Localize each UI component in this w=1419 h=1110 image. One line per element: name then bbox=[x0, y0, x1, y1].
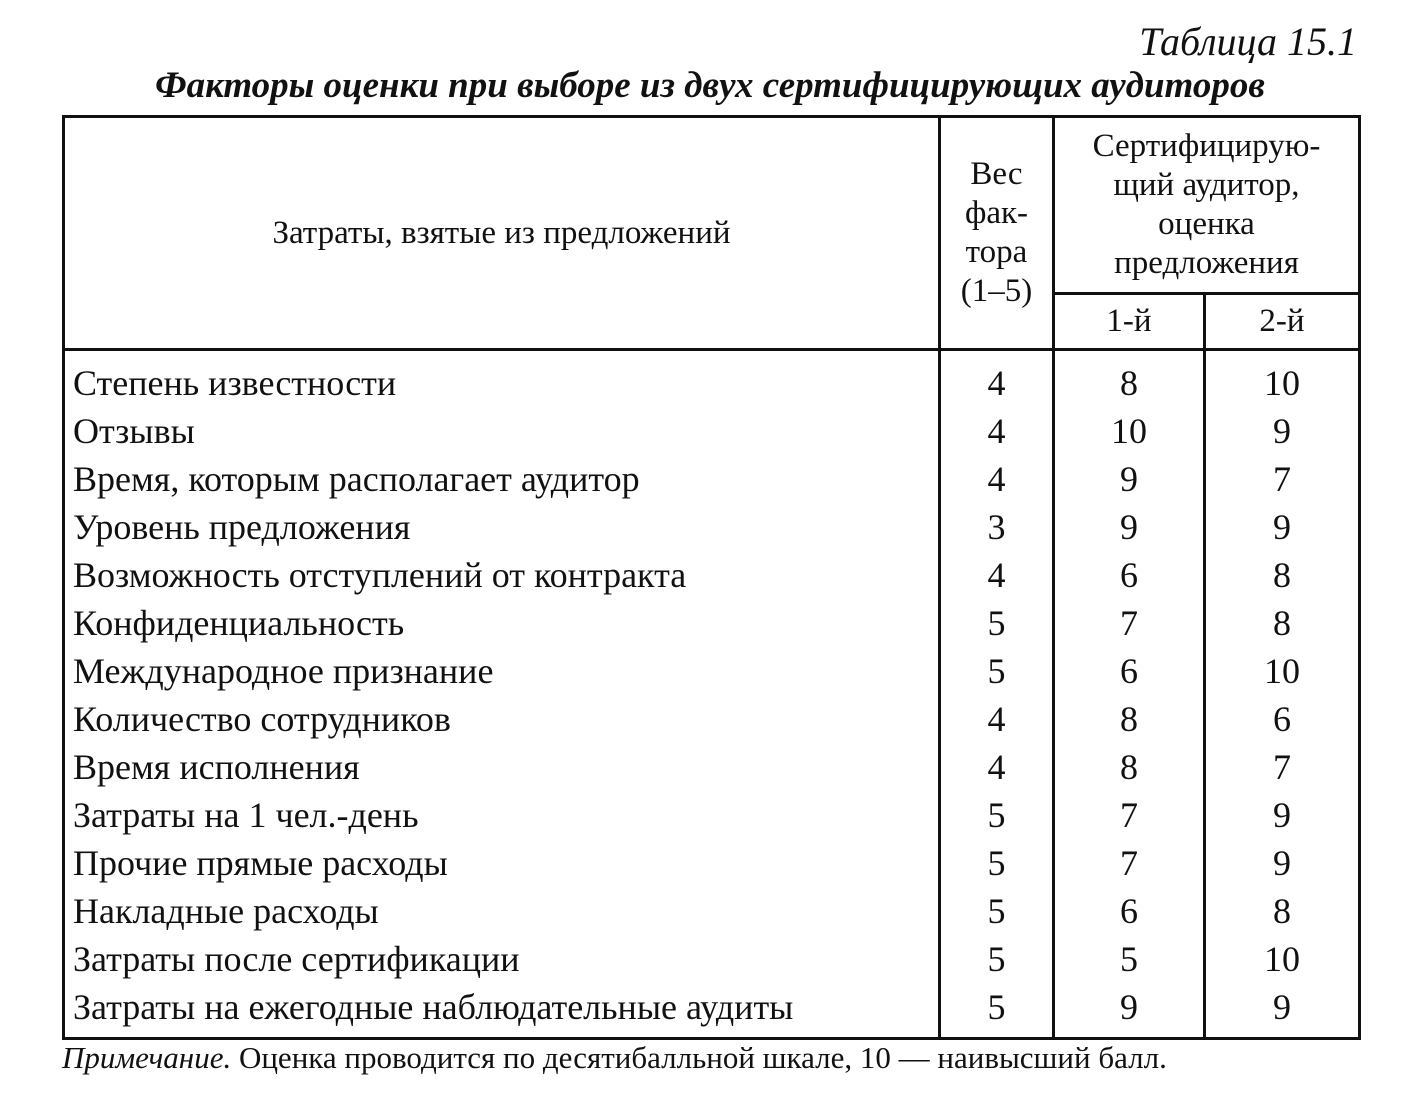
auditor-1-score-cell: 6 bbox=[1054, 887, 1205, 935]
header-auditor-line: оценка bbox=[1158, 206, 1255, 243]
auditor-1-score-cell: 8 bbox=[1054, 743, 1205, 791]
weight-cell: 5 bbox=[940, 983, 1054, 1039]
table-title: Факторы оценки при выборе из двух сертифицирующих аудиторов bbox=[155, 65, 1265, 106]
weight-cell: 4 bbox=[940, 455, 1054, 503]
table-row bbox=[64, 599, 1360, 647]
header-weight-line: (1–5) bbox=[960, 273, 1033, 309]
auditor-1-score-cell: 9 bbox=[1054, 983, 1205, 1039]
auditor-1-score-cell: 9 bbox=[1054, 503, 1205, 551]
table-row bbox=[64, 695, 1360, 743]
header-auditor-line: Сертифицирую- bbox=[1092, 128, 1321, 165]
auditor-1-score-cell: 5 bbox=[1054, 935, 1205, 983]
header-weight-line: Вес bbox=[970, 156, 1023, 192]
table-row bbox=[64, 839, 1360, 887]
factor-cell: Международное признание bbox=[64, 647, 940, 695]
weight-cell: 5 bbox=[940, 887, 1054, 935]
weight-cell: 5 bbox=[940, 935, 1054, 983]
auditor-1-score-cell: 6 bbox=[1054, 551, 1205, 599]
factor-cell: Прочие прямые расходы bbox=[64, 839, 940, 887]
header-factor: Затраты, взятые из предложений bbox=[64, 117, 940, 350]
table-row bbox=[64, 455, 1360, 503]
header-auditor-2: 2-й bbox=[1205, 294, 1360, 350]
weight-cell: 4 bbox=[940, 350, 1054, 408]
weight-cell: 4 bbox=[940, 551, 1054, 599]
table-row bbox=[64, 503, 1360, 551]
table-number: Таблица 15.1 bbox=[1139, 19, 1357, 64]
header-weight-line: тора bbox=[965, 234, 1028, 270]
header-auditor-1: 1-й bbox=[1054, 294, 1205, 350]
header-auditor-line: предложения bbox=[1114, 245, 1299, 282]
auditor-2-score-cell: 6 bbox=[1205, 695, 1360, 743]
auditor-2-score-cell: 8 bbox=[1205, 551, 1360, 599]
factor-cell: Затраты на 1 чел.-день bbox=[64, 791, 940, 839]
table-row bbox=[64, 551, 1360, 599]
header-weight bbox=[940, 117, 1054, 350]
table-row bbox=[64, 935, 1360, 983]
header-weight-line: фак- bbox=[964, 195, 1029, 231]
factor-cell: Время исполнения bbox=[64, 743, 940, 791]
weight-cell: 5 bbox=[940, 599, 1054, 647]
factor-cell: Накладные расходы bbox=[64, 887, 940, 935]
table-header bbox=[64, 117, 1360, 350]
weight-cell: 4 bbox=[940, 407, 1054, 455]
auditor-1-score-cell: 8 bbox=[1054, 350, 1205, 408]
table-row bbox=[64, 407, 1360, 455]
factor-cell: Затраты на ежегодные наблюдательные аудиты bbox=[64, 983, 940, 1039]
table-row bbox=[64, 743, 1360, 791]
auditor-2-score-cell: 10 bbox=[1205, 935, 1360, 983]
auditor-2-score-cell: 7 bbox=[1205, 743, 1360, 791]
weight-cell: 5 bbox=[940, 791, 1054, 839]
table-body bbox=[64, 350, 1360, 1039]
auditor-2-score-cell: 7 bbox=[1205, 455, 1360, 503]
auditor-2-score-cell: 9 bbox=[1205, 791, 1360, 839]
table-row bbox=[64, 983, 1360, 1039]
weight-cell: 5 bbox=[940, 839, 1054, 887]
auditor-2-score-cell: 8 bbox=[1205, 887, 1360, 935]
factor-cell: Возможность отступлений от контракта bbox=[64, 551, 940, 599]
table-row bbox=[64, 647, 1360, 695]
auditor-2-score-cell: 9 bbox=[1205, 983, 1360, 1039]
header-row-top bbox=[64, 117, 1360, 294]
factors-table bbox=[62, 115, 1361, 1040]
factor-cell: Степень известности bbox=[64, 350, 940, 408]
auditor-2-score-cell: 8 bbox=[1205, 599, 1360, 647]
auditor-2-score-cell: 10 bbox=[1205, 350, 1360, 408]
weight-cell: 4 bbox=[940, 695, 1054, 743]
weight-cell: 5 bbox=[940, 647, 1054, 695]
table-row bbox=[64, 791, 1360, 839]
factor-cell: Затраты после сертификации bbox=[64, 935, 940, 983]
header-auditor-line: щий аудитор, bbox=[1113, 167, 1300, 204]
auditor-2-score-cell: 9 bbox=[1205, 407, 1360, 455]
table-row bbox=[64, 350, 1360, 408]
auditor-1-score-cell: 7 bbox=[1054, 599, 1205, 647]
factor-cell: Время, которым располагает аудитор bbox=[64, 455, 940, 503]
factor-cell: Количество сотрудников bbox=[64, 695, 940, 743]
auditor-1-score-cell: 7 bbox=[1054, 791, 1205, 839]
factor-cell: Конфиденциальность bbox=[64, 599, 940, 647]
weight-cell: 4 bbox=[940, 743, 1054, 791]
factor-cell: Уровень предложения bbox=[64, 503, 940, 551]
auditor-1-score-cell: 6 bbox=[1054, 647, 1205, 695]
table-note bbox=[62, 1040, 1167, 1076]
auditor-1-score-cell: 10 bbox=[1054, 407, 1205, 455]
auditor-2-score-cell: 9 bbox=[1205, 839, 1360, 887]
note-text: Оценка проводится по десятибалльной шкале, 10 — наивысший балл. bbox=[231, 1040, 1167, 1075]
weight-cell: 3 bbox=[940, 503, 1054, 551]
auditor-2-score-cell: 9 bbox=[1205, 503, 1360, 551]
table-row bbox=[64, 887, 1360, 935]
note-label: Примечание. bbox=[62, 1040, 232, 1075]
auditor-1-score-cell: 7 bbox=[1054, 839, 1205, 887]
auditor-1-score-cell: 9 bbox=[1054, 455, 1205, 503]
factor-cell: Отзывы bbox=[64, 407, 940, 455]
auditor-1-score-cell: 8 bbox=[1054, 695, 1205, 743]
header-auditor bbox=[1054, 117, 1360, 294]
auditor-2-score-cell: 10 bbox=[1205, 647, 1360, 695]
